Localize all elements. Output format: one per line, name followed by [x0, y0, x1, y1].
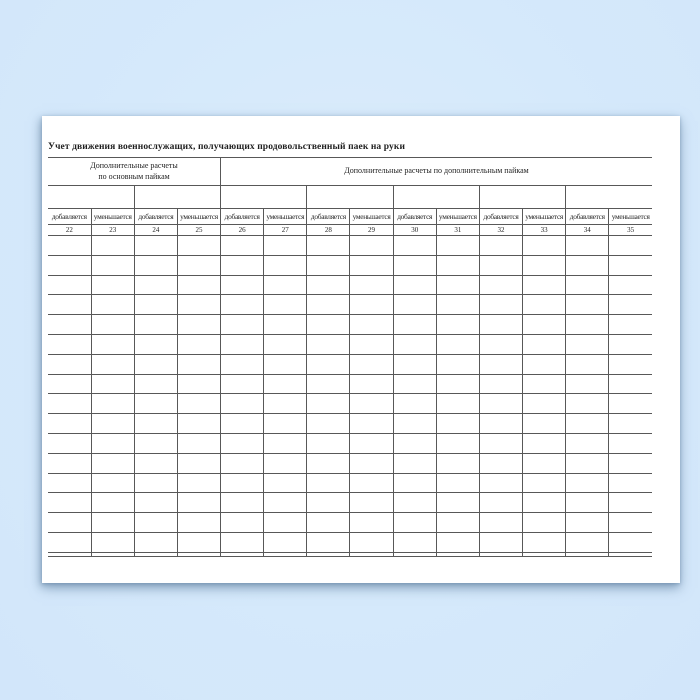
data-cell — [479, 354, 522, 374]
data-cell — [393, 394, 436, 414]
data-cell — [350, 493, 393, 513]
data-cell — [177, 453, 220, 473]
data-cell — [393, 236, 436, 256]
data-cell — [523, 354, 566, 374]
data-cell — [48, 295, 91, 315]
table-row — [48, 275, 652, 295]
data-cell — [48, 453, 91, 473]
data-cell — [436, 394, 479, 414]
data-cell — [221, 493, 264, 513]
data-cell — [221, 295, 264, 315]
data-cell — [177, 275, 220, 295]
data-cell — [221, 473, 264, 493]
data-cell — [91, 275, 134, 295]
data-cell — [221, 433, 264, 453]
data-cell — [436, 433, 479, 453]
data-cell — [393, 295, 436, 315]
data-cell — [393, 275, 436, 295]
data-cell — [91, 374, 134, 394]
column-header-cell: уменьшается — [523, 209, 566, 225]
group-header-cell — [48, 158, 221, 186]
data-cell — [609, 414, 652, 434]
data-cell — [479, 473, 522, 493]
column-header-cell: уменьшается — [350, 209, 393, 225]
data-cell — [350, 255, 393, 275]
data-cell — [436, 513, 479, 533]
data-cell — [221, 255, 264, 275]
data-cell — [566, 236, 609, 256]
data-cell — [479, 513, 522, 533]
data-cell — [307, 493, 350, 513]
data-cell — [350, 433, 393, 453]
data-cell — [134, 315, 177, 335]
data-cell — [436, 532, 479, 552]
data-cell — [350, 374, 393, 394]
data-cell — [436, 493, 479, 513]
data-cell — [221, 374, 264, 394]
data-cell — [177, 374, 220, 394]
data-cell — [264, 414, 307, 434]
ration-name-cell — [479, 186, 565, 209]
data-cell — [436, 275, 479, 295]
data-cell — [393, 354, 436, 374]
data-cell — [264, 236, 307, 256]
data-cell — [134, 394, 177, 414]
table-row — [48, 255, 652, 275]
column-header-cell: добавляется — [566, 209, 609, 225]
data-cell — [48, 275, 91, 295]
data-cell — [393, 453, 436, 473]
column-header-cell: уменьшается — [177, 209, 220, 225]
data-cell — [479, 374, 522, 394]
data-cell — [134, 414, 177, 434]
data-cell — [48, 473, 91, 493]
data-cell — [264, 493, 307, 513]
data-cell — [609, 295, 652, 315]
bottom-rule-cell — [264, 552, 307, 556]
ration-ledger-table — [48, 157, 652, 557]
ration-name-cell — [134, 186, 220, 209]
data-cell — [91, 295, 134, 315]
data-cell — [609, 255, 652, 275]
column-number-cell: 25 — [177, 225, 220, 236]
data-cell — [566, 414, 609, 434]
data-cell — [91, 433, 134, 453]
data-cell — [91, 255, 134, 275]
data-cell — [221, 532, 264, 552]
column-header-cell: добавляется — [307, 209, 350, 225]
data-cell — [307, 255, 350, 275]
data-cell — [566, 275, 609, 295]
data-cell — [609, 275, 652, 295]
ration-name-cell — [393, 186, 479, 209]
table-row — [48, 453, 652, 473]
data-cell — [221, 414, 264, 434]
data-cell — [177, 513, 220, 533]
table-row — [48, 532, 652, 552]
data-cell — [177, 473, 220, 493]
column-header-cell: добавляется — [134, 209, 177, 225]
data-cell — [264, 453, 307, 473]
column-number-cell: 28 — [307, 225, 350, 236]
bottom-rule-cell — [307, 552, 350, 556]
table-row — [48, 236, 652, 256]
data-cell — [134, 275, 177, 295]
data-cell — [523, 394, 566, 414]
data-cell — [566, 433, 609, 453]
data-cell — [609, 236, 652, 256]
data-cell — [177, 433, 220, 453]
data-cell — [307, 453, 350, 473]
data-cell — [177, 334, 220, 354]
table-row — [48, 394, 652, 414]
data-cell — [566, 315, 609, 335]
column-header-cell: уменьшается — [264, 209, 307, 225]
data-cell — [134, 374, 177, 394]
data-cell — [264, 275, 307, 295]
data-cell — [177, 236, 220, 256]
data-cell — [436, 453, 479, 473]
data-cell — [393, 532, 436, 552]
data-cell — [48, 493, 91, 513]
data-cell — [177, 414, 220, 434]
data-cell — [307, 532, 350, 552]
data-cell — [48, 532, 91, 552]
bottom-rule-cell — [393, 552, 436, 556]
data-cell — [91, 493, 134, 513]
data-cell — [307, 374, 350, 394]
column-number-cell: 33 — [523, 225, 566, 236]
data-cell — [523, 334, 566, 354]
data-cell — [307, 513, 350, 533]
column-header-cell: добавляется — [48, 209, 91, 225]
data-cell — [393, 414, 436, 434]
column-number-cell: 29 — [350, 225, 393, 236]
data-cell — [609, 354, 652, 374]
data-cell — [91, 473, 134, 493]
data-cell — [221, 394, 264, 414]
data-cell — [307, 275, 350, 295]
data-cell — [221, 315, 264, 335]
data-cell — [350, 532, 393, 552]
bottom-rule-cell — [177, 552, 220, 556]
data-cell — [523, 513, 566, 533]
data-cell — [566, 334, 609, 354]
data-cell — [264, 354, 307, 374]
data-cell — [479, 414, 522, 434]
data-cell — [436, 334, 479, 354]
group-header-line: Дополнительные расчеты по дополнительным пайкам — [344, 166, 529, 176]
column-number-cell: 35 — [609, 225, 652, 236]
data-cell — [48, 394, 91, 414]
data-cell — [48, 513, 91, 533]
data-cell — [393, 493, 436, 513]
data-cell — [436, 354, 479, 374]
data-cell — [221, 275, 264, 295]
data-cell — [48, 433, 91, 453]
column-number-cell: 32 — [479, 225, 522, 236]
data-cell — [350, 394, 393, 414]
data-cell — [436, 255, 479, 275]
column-number-cell: 23 — [91, 225, 134, 236]
table-row — [48, 295, 652, 315]
data-cell — [177, 493, 220, 513]
data-cell — [221, 236, 264, 256]
data-cell — [134, 473, 177, 493]
data-cell — [566, 354, 609, 374]
data-cell — [221, 354, 264, 374]
data-cell — [134, 493, 177, 513]
bottom-rule-cell — [91, 552, 134, 556]
column-header-cell: добавляется — [221, 209, 264, 225]
data-cell — [479, 295, 522, 315]
data-cell — [436, 473, 479, 493]
data-cell — [523, 374, 566, 394]
data-cell — [609, 433, 652, 453]
data-cell — [307, 394, 350, 414]
data-cell — [307, 414, 350, 434]
table-row — [48, 315, 652, 335]
data-cell — [436, 414, 479, 434]
data-cell — [307, 315, 350, 335]
data-cell — [264, 473, 307, 493]
data-cell — [393, 315, 436, 335]
ration-name-cell — [221, 186, 307, 209]
data-cell — [264, 532, 307, 552]
data-cell — [523, 315, 566, 335]
column-header-cell: добавляется — [479, 209, 522, 225]
data-cell — [91, 532, 134, 552]
data-cell — [436, 315, 479, 335]
bottom-rule-cell — [436, 552, 479, 556]
data-cell — [177, 315, 220, 335]
data-cell — [221, 453, 264, 473]
data-cell — [91, 453, 134, 473]
data-cell — [479, 532, 522, 552]
data-cell — [566, 374, 609, 394]
data-cell — [350, 334, 393, 354]
data-cell — [264, 315, 307, 335]
data-cell — [523, 532, 566, 552]
ration-name-cell — [566, 186, 652, 209]
data-cell — [350, 354, 393, 374]
data-cell — [523, 275, 566, 295]
data-cell — [264, 374, 307, 394]
data-cell — [523, 493, 566, 513]
data-cell — [566, 255, 609, 275]
data-cell — [307, 236, 350, 256]
data-cell — [609, 334, 652, 354]
group-header-line: по основным пайкам — [98, 171, 170, 181]
data-cell — [91, 334, 134, 354]
data-cell — [609, 532, 652, 552]
data-cell — [134, 453, 177, 473]
bottom-rule-cell — [134, 552, 177, 556]
data-cell — [48, 354, 91, 374]
data-cell — [307, 354, 350, 374]
data-cell — [523, 295, 566, 315]
data-cell — [350, 453, 393, 473]
data-cell — [566, 532, 609, 552]
data-cell — [177, 255, 220, 275]
column-header-cell: уменьшается — [436, 209, 479, 225]
column-number-cell: 22 — [48, 225, 91, 236]
data-cell — [523, 414, 566, 434]
data-cell — [393, 334, 436, 354]
data-cell — [393, 255, 436, 275]
data-cell — [609, 493, 652, 513]
group-header-line: Дополнительные расчеты — [90, 160, 178, 170]
data-cell — [177, 295, 220, 315]
column-number-cell: 34 — [566, 225, 609, 236]
table-row — [48, 433, 652, 453]
data-cell — [264, 334, 307, 354]
data-cell — [479, 334, 522, 354]
ration-name-cell — [48, 186, 134, 209]
table-row — [48, 354, 652, 374]
data-cell — [479, 275, 522, 295]
data-cell — [48, 315, 91, 335]
data-cell — [523, 236, 566, 256]
data-cell — [479, 493, 522, 513]
column-header-cell: уменьшается — [609, 209, 652, 225]
table-row — [48, 513, 652, 533]
data-cell — [91, 236, 134, 256]
data-cell — [566, 493, 609, 513]
data-cell — [221, 513, 264, 533]
table-row — [48, 493, 652, 513]
data-cell — [264, 394, 307, 414]
bottom-rule-cell — [609, 552, 652, 556]
data-cell — [523, 473, 566, 493]
data-cell — [479, 394, 522, 414]
data-cell — [134, 532, 177, 552]
data-cell — [177, 394, 220, 414]
data-cell — [48, 334, 91, 354]
data-cell — [393, 433, 436, 453]
bottom-rule-cell — [523, 552, 566, 556]
data-cell — [479, 453, 522, 473]
data-cell — [393, 473, 436, 493]
data-cell — [350, 295, 393, 315]
data-cell — [479, 236, 522, 256]
column-number-cell: 27 — [264, 225, 307, 236]
data-cell — [350, 513, 393, 533]
data-cell — [134, 236, 177, 256]
data-cell — [177, 532, 220, 552]
column-header-cell: уменьшается — [91, 209, 134, 225]
data-cell — [566, 513, 609, 533]
table-row — [48, 334, 652, 354]
column-number-cell: 30 — [393, 225, 436, 236]
data-cell — [264, 295, 307, 315]
data-cell — [134, 255, 177, 275]
data-cell — [48, 255, 91, 275]
bottom-rule-cell — [479, 552, 522, 556]
column-number-cell: 31 — [436, 225, 479, 236]
data-cell — [264, 255, 307, 275]
ration-name-cell — [307, 186, 393, 209]
bottom-rule-cell — [350, 552, 393, 556]
data-cell — [134, 354, 177, 374]
table-row — [48, 374, 652, 394]
data-cell — [479, 255, 522, 275]
data-cell — [350, 414, 393, 434]
data-cell — [479, 433, 522, 453]
group-header-cell — [221, 158, 652, 186]
data-cell — [307, 473, 350, 493]
data-cell — [350, 236, 393, 256]
data-cell — [523, 255, 566, 275]
data-cell — [134, 513, 177, 533]
data-cell — [177, 354, 220, 374]
data-cell — [264, 513, 307, 533]
data-cell — [134, 433, 177, 453]
data-cell — [436, 374, 479, 394]
bottom-rule-cell — [566, 552, 609, 556]
data-cell — [48, 236, 91, 256]
data-cell — [91, 513, 134, 533]
data-cell — [609, 394, 652, 414]
data-cell — [350, 315, 393, 335]
column-header-cell: добавляется — [393, 209, 436, 225]
column-number-cell: 26 — [221, 225, 264, 236]
data-cell — [609, 513, 652, 533]
data-cell — [566, 473, 609, 493]
data-cell — [609, 374, 652, 394]
bottom-rule-cell — [221, 552, 264, 556]
data-cell — [566, 394, 609, 414]
column-number-cell: 24 — [134, 225, 177, 236]
bottom-rule-cell — [48, 552, 91, 556]
data-cell — [264, 433, 307, 453]
data-cell — [134, 295, 177, 315]
data-cell — [350, 473, 393, 493]
data-cell — [48, 414, 91, 434]
data-cell — [91, 394, 134, 414]
data-cell — [393, 513, 436, 533]
document-title: Учет движения военнослужащих, получающих продовольственный паек на руки — [48, 142, 406, 152]
data-cell — [221, 334, 264, 354]
data-cell — [307, 433, 350, 453]
data-cell — [436, 295, 479, 315]
data-cell — [436, 236, 479, 256]
data-cell — [393, 374, 436, 394]
table-row — [48, 473, 652, 493]
data-cell — [350, 275, 393, 295]
data-cell — [566, 453, 609, 473]
data-cell — [307, 295, 350, 315]
data-cell — [134, 334, 177, 354]
data-cell — [609, 473, 652, 493]
data-cell — [91, 354, 134, 374]
data-cell — [609, 315, 652, 335]
data-cell — [91, 315, 134, 335]
data-cell — [479, 315, 522, 335]
data-cell — [523, 433, 566, 453]
data-cell — [307, 334, 350, 354]
page — [42, 116, 680, 583]
data-cell — [566, 295, 609, 315]
data-cell — [523, 453, 566, 473]
table-row — [48, 414, 652, 434]
data-cell — [609, 453, 652, 473]
data-cell — [48, 374, 91, 394]
data-cell — [91, 414, 134, 434]
